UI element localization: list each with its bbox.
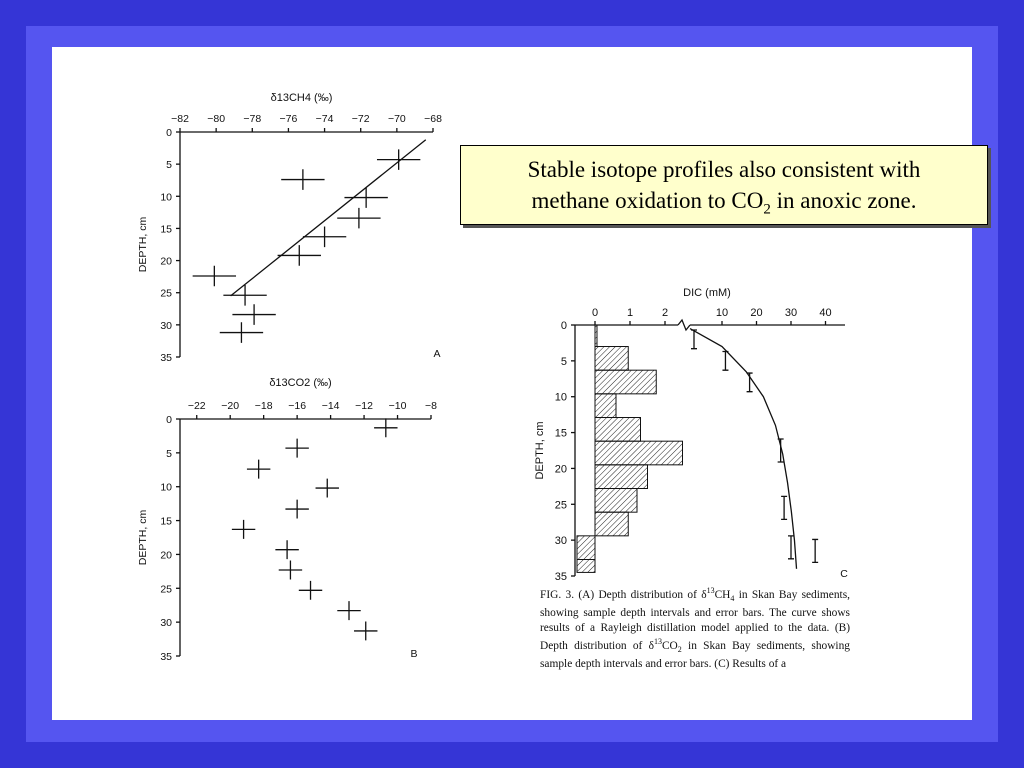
x-tick-label-A: −82 <box>171 113 189 125</box>
callout-line-2-pre: methane oxidation to CO <box>531 188 764 213</box>
callout-box <box>460 145 988 225</box>
histogram-bar-C <box>595 394 616 418</box>
caption-sup: 13 <box>706 586 715 595</box>
x-tick-label-B: −10 <box>388 400 407 412</box>
x-tick-label-B: −18 <box>254 400 273 412</box>
caption-part: in Skan Bay sediments, showing sample depth intervals and error bars. The curve shows results of a Rayleigh distillation model applied to the data. (B) Depth distribution of δ <box>540 588 850 652</box>
x-tick-label-B: −12 <box>355 400 373 412</box>
data-point-B <box>279 561 302 580</box>
data-point-A <box>223 285 266 306</box>
y-tick-label-B: 30 <box>160 617 172 630</box>
y-tick-label-C: 30 <box>554 535 567 548</box>
x-tick-label-B: −20 <box>221 400 240 412</box>
data-point-B <box>275 540 298 559</box>
dic-point-C <box>722 352 728 371</box>
data-point-B <box>354 621 377 640</box>
histogram-bar-C <box>595 512 628 536</box>
x-axis-title-A: δ13CH4 (‰) <box>270 92 333 104</box>
y-tick-label-C: 15 <box>554 427 567 440</box>
y-tick-label-C: 0 <box>560 320 567 332</box>
caption-part: FIG. 3. (A) Depth distribution of δ <box>540 588 707 601</box>
x-tick-label-C: 10 <box>715 307 729 319</box>
x-tick-label-C: 1 <box>626 307 634 319</box>
histogram-bar-C <box>595 465 648 489</box>
histogram-bar-C <box>577 560 595 573</box>
caption-part: CH <box>714 588 731 601</box>
y-tick-label-A: 25 <box>160 287 172 300</box>
histogram-bar-C <box>595 347 628 371</box>
dic-point-C <box>781 496 787 519</box>
y-axis-title-B: DEPTH, cm <box>137 509 149 566</box>
data-point-A <box>281 169 324 190</box>
callout-subscript: 2 <box>763 201 771 218</box>
data-point-B <box>232 520 255 539</box>
x-tick-label-B: −22 <box>187 400 206 412</box>
y-tick-label-C: 35 <box>554 571 567 583</box>
caption-part: CO <box>661 639 678 652</box>
y-tick-label-A: 20 <box>160 255 172 268</box>
data-point-B <box>337 601 360 620</box>
y-tick-label-B: 5 <box>166 447 172 460</box>
y-tick-label-A: 10 <box>160 191 172 204</box>
y-tick-label-C: 5 <box>560 355 567 368</box>
caption-part: in Skan Bay sediments, showing sample depth intervals and error bars. (C) Results of a <box>540 639 850 671</box>
histogram-bar-C <box>595 441 683 465</box>
x-tick-label-A: −76 <box>279 113 298 125</box>
x-tick-label-A: −70 <box>387 113 406 125</box>
histogram-bar-C <box>595 489 637 513</box>
data-point-B <box>299 581 322 600</box>
x-tick-label-C: 2 <box>661 307 669 319</box>
x-tick-label-C: 40 <box>819 307 832 319</box>
data-point-A <box>232 304 275 325</box>
panel-label-B: B <box>410 648 418 660</box>
x-tick-label-C: 30 <box>784 307 798 319</box>
fit-line-A <box>231 140 426 296</box>
axis-break-C <box>678 320 690 330</box>
y-tick-label-A: 0 <box>166 127 172 139</box>
x-tick-label-C: 20 <box>750 307 763 319</box>
x-axis-title-C: DIC (mM) <box>683 287 731 299</box>
y-tick-label-B: 20 <box>160 549 172 562</box>
data-point-B <box>285 500 308 519</box>
data-point-A <box>337 208 380 229</box>
caption-sup: 13 <box>653 636 662 646</box>
callout-line-1: Stable isotope profiles also consistent with <box>527 157 921 182</box>
x-tick-label-B: −8 <box>425 400 437 412</box>
dic-point-C <box>747 373 753 392</box>
data-point-A <box>303 227 346 248</box>
dic-point-C <box>812 539 818 562</box>
dic-point-C <box>691 330 697 349</box>
y-tick-label-C: 25 <box>554 499 567 512</box>
y-tick-label-B: 35 <box>160 651 172 663</box>
histogram-bar-C <box>577 536 595 560</box>
data-point-A <box>278 245 321 266</box>
x-tick-label-B: −14 <box>321 400 340 412</box>
x-tick-label-A: −68 <box>424 113 442 125</box>
callout-line-2 <box>461 185 987 216</box>
x-tick-label-A: −78 <box>243 113 262 125</box>
y-tick-label-B: 15 <box>160 515 172 528</box>
dic-point-C <box>788 536 794 559</box>
y-tick-label-A: 5 <box>166 159 172 172</box>
data-point-B <box>316 479 339 498</box>
x-tick-label-C: 0 <box>591 307 599 319</box>
data-point-B <box>374 418 397 437</box>
y-axis-title-A: DEPTH, cm <box>137 216 149 273</box>
data-point-A <box>377 149 420 170</box>
y-tick-label-B: 0 <box>166 414 172 426</box>
y-tick-label-A: 30 <box>160 319 172 332</box>
x-tick-label-A: −72 <box>351 113 370 125</box>
data-point-A <box>220 322 263 343</box>
data-point-A <box>193 266 236 287</box>
panel-label-A: A <box>433 348 441 360</box>
y-tick-label-C: 10 <box>554 391 567 404</box>
y-tick-label-B: 10 <box>160 481 172 494</box>
x-axis-title-B: δ13CO2 (‰) <box>269 377 332 389</box>
y-tick-label-B: 25 <box>160 583 172 596</box>
x-tick-label-B: −16 <box>288 400 307 412</box>
x-tick-label-A: −80 <box>207 113 226 125</box>
histogram-bar-C <box>595 325 597 347</box>
histogram-bar-C <box>595 418 641 442</box>
caption-sub: 2 <box>677 645 682 655</box>
caption-sub: 4 <box>730 594 735 604</box>
y-tick-label-A: 15 <box>160 223 172 236</box>
y-tick-label-A: 35 <box>160 352 172 364</box>
panel-label-C: C <box>840 568 848 580</box>
y-axis-title-C: DEPTH, cm <box>534 421 546 480</box>
data-point-B <box>247 460 270 479</box>
data-point-A <box>344 187 387 208</box>
histogram-bar-C <box>595 370 656 394</box>
callout-line-2-post: in anoxic zone. <box>770 188 917 213</box>
dic-point-C <box>778 439 784 462</box>
data-point-B <box>285 439 308 458</box>
figure-caption <box>540 584 850 672</box>
y-tick-label-C: 20 <box>554 463 567 476</box>
x-tick-label-A: −74 <box>315 113 334 125</box>
